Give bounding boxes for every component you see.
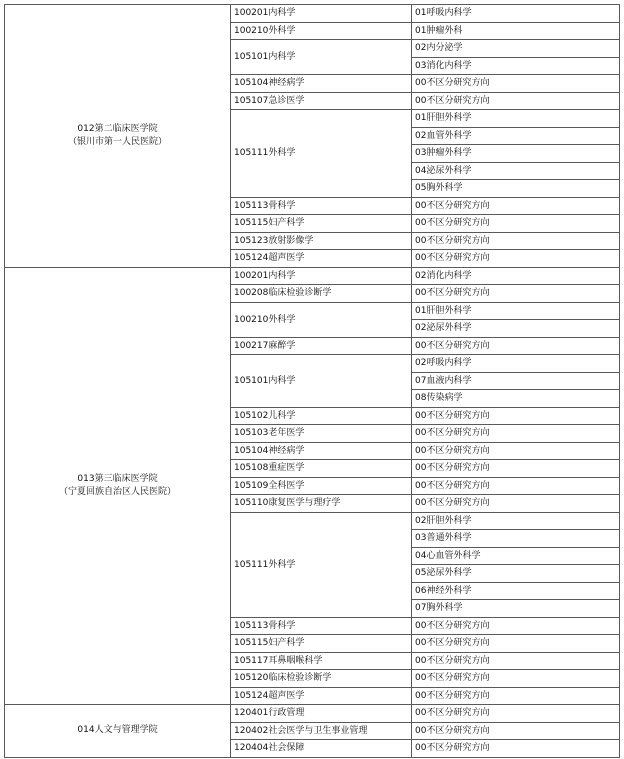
direction-cell: 00不区分研究方向 [412, 407, 620, 425]
major-cell: 105111外科学 [231, 512, 412, 617]
major-cell: 105101内科学 [231, 355, 412, 408]
direction-cell: 02呼吸内科学 [412, 355, 620, 373]
major-cell: 105124超声医学 [231, 250, 412, 268]
major-cell: 105113骨科学 [231, 617, 412, 635]
direction-cell: 01肝胆外科学 [412, 302, 620, 320]
direction-cell: 00不区分研究方向 [412, 250, 620, 268]
college-name: 013第三临床医学院 [77, 473, 158, 484]
direction-cell: 00不区分研究方向 [412, 92, 620, 110]
college-cell [5, 267, 231, 705]
major-cell: 120401行政管理 [231, 705, 412, 723]
direction-cell: 01肿瘤外科 [412, 22, 620, 40]
direction-cell: 00不区分研究方向 [412, 215, 620, 233]
direction-cell: 00不区分研究方向 [412, 460, 620, 478]
major-cell: 100208临床检验诊断学 [231, 285, 412, 303]
direction-cell: 06神经外科学 [412, 582, 620, 600]
college-hospital: （银川市第一人民医院） [67, 136, 167, 147]
major-cell: 105102儿科学 [231, 407, 412, 425]
direction-cell: 00不区分研究方向 [412, 75, 620, 93]
direction-cell: 00不区分研究方向 [412, 425, 620, 443]
major-cell: 120402社会医学与卫生事业管理 [231, 722, 412, 740]
direction-cell: 00不区分研究方向 [412, 197, 620, 215]
direction-cell: 00不区分研究方向 [412, 442, 620, 460]
direction-cell: 03肿瘤外科学 [412, 145, 620, 163]
major-cell: 105109全科医学 [231, 477, 412, 495]
major-cell: 100210外科学 [231, 22, 412, 40]
direction-cell: 00不区分研究方向 [412, 477, 620, 495]
college-cell [5, 705, 231, 758]
direction-cell: 00不区分研究方向 [412, 705, 620, 723]
direction-cell: 00不区分研究方向 [412, 635, 620, 653]
direction-cell: 00不区分研究方向 [412, 617, 620, 635]
major-cell: 105123放射影像学 [231, 232, 412, 250]
major-cell: 105104神经病学 [231, 75, 412, 93]
direction-cell: 00不区分研究方向 [412, 670, 620, 688]
direction-cell: 01呼吸内科学 [412, 5, 620, 23]
major-cell: 105104神经病学 [231, 442, 412, 460]
major-cell: 105101内科学 [231, 40, 412, 75]
major-cell: 105120临床检验诊断学 [231, 670, 412, 688]
direction-cell: 03消化内科学 [412, 57, 620, 75]
direction-cell: 02消化内科学 [412, 267, 620, 285]
major-cell: 105124超声医学 [231, 687, 412, 705]
major-cell: 105117耳鼻咽喉科学 [231, 652, 412, 670]
major-cell: 100201内科学 [231, 267, 412, 285]
program-table-body [5, 5, 620, 758]
direction-cell: 02泌尿外科学 [412, 320, 620, 338]
direction-cell: 00不区分研究方向 [412, 495, 620, 513]
direction-cell: 01肝胆外科学 [412, 110, 620, 128]
major-cell: 105115妇产科学 [231, 635, 412, 653]
college-cell [5, 5, 231, 268]
major-cell: 100217麻醉学 [231, 337, 412, 355]
major-cell: 105111外科学 [231, 110, 412, 198]
direction-cell: 07胸外科学 [412, 600, 620, 618]
table-row [5, 5, 620, 23]
direction-cell: 00不区分研究方向 [412, 337, 620, 355]
major-cell: 100210外科学 [231, 302, 412, 337]
direction-cell: 08传染病学 [412, 390, 620, 408]
direction-cell: 00不区分研究方向 [412, 740, 620, 758]
major-cell: 105107急诊医学 [231, 92, 412, 110]
program-table [4, 4, 620, 758]
major-cell: 100201内科学 [231, 5, 412, 23]
major-cell: 105103老年医学 [231, 425, 412, 443]
direction-cell: 04心血管外科学 [412, 547, 620, 565]
college-hospital: （宁夏回族自治区人民医院） [58, 486, 176, 497]
college-name: 014人文与管理学院 [77, 725, 158, 736]
direction-cell: 02血管外科学 [412, 127, 620, 145]
direction-cell: 05胸外科学 [412, 180, 620, 198]
direction-cell: 03普通外科学 [412, 530, 620, 548]
direction-cell: 00不区分研究方向 [412, 232, 620, 250]
direction-cell: 00不区分研究方向 [412, 285, 620, 303]
direction-cell: 04泌尿外科学 [412, 162, 620, 180]
major-cell: 105115妇产科学 [231, 215, 412, 233]
direction-cell: 02肝胆外科学 [412, 512, 620, 530]
table-row [5, 705, 620, 723]
major-cell: 120404社会保障 [231, 740, 412, 758]
college-name: 012第二临床医学院 [77, 123, 158, 134]
table-row [5, 267, 620, 285]
direction-cell: 00不区分研究方向 [412, 687, 620, 705]
major-cell: 105108重症医学 [231, 460, 412, 478]
major-cell: 105110康复医学与理疗学 [231, 495, 412, 513]
direction-cell: 00不区分研究方向 [412, 652, 620, 670]
direction-cell: 07血液内科学 [412, 372, 620, 390]
direction-cell: 05泌尿外科学 [412, 565, 620, 583]
direction-cell: 02内分泌学 [412, 40, 620, 58]
direction-cell: 00不区分研究方向 [412, 722, 620, 740]
major-cell: 105113骨科学 [231, 197, 412, 215]
